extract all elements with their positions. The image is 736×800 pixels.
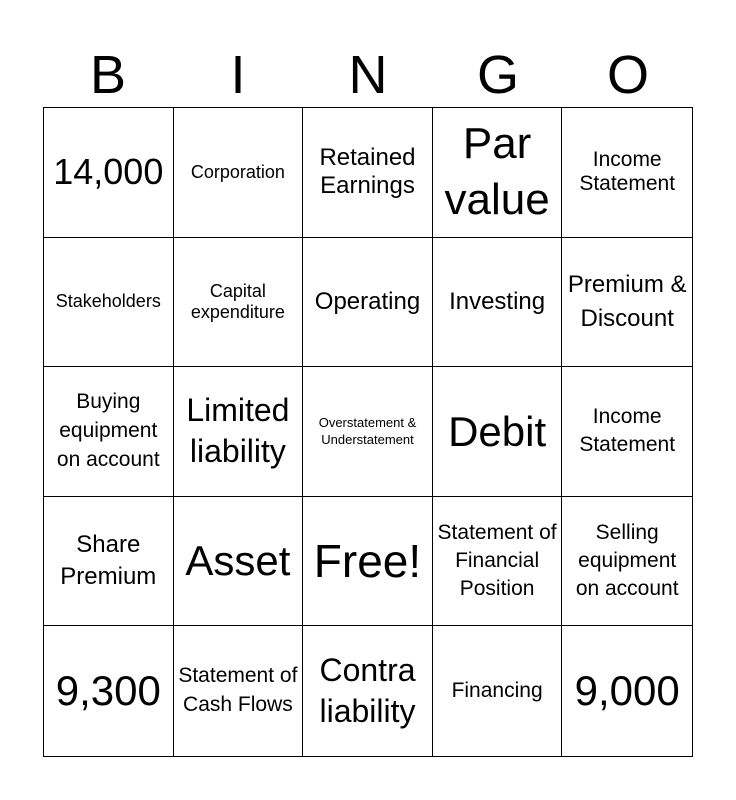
cell-text: Debit [448,407,547,455]
cell-text: Financing [451,678,543,702]
bingo-cell[interactable] [174,367,304,497]
cell-text: Statement of Financial Position [437,520,557,601]
bingo-board [43,107,693,757]
bingo-cell[interactable] [174,626,304,756]
header-letter-i: I [230,45,246,105]
cell-text: Corporation [190,161,285,182]
cell-text: Income Statement [579,404,676,457]
bingo-cell[interactable] [303,108,433,238]
bingo-cell[interactable] [433,238,563,368]
bingo-cell[interactable] [562,497,692,627]
bingo-cell[interactable] [562,367,692,497]
cell-text: Capital expenditure [190,280,285,322]
cell-text: Operating [314,287,421,315]
cell-text: Limited liability [186,391,290,470]
bingo-cell[interactable] [562,626,692,756]
bingo-cell[interactable] [44,626,174,756]
cell-text: 14,000 [53,151,164,193]
cell-text: 9,300 [55,667,161,715]
bingo-cell[interactable] [433,108,563,238]
header-letter-o: O [606,45,649,105]
cell-text: Share Premium [60,530,157,591]
bingo-cell[interactable] [174,238,304,368]
cell-text: Asset [185,537,291,585]
cell-text: Retained Earnings [319,143,416,200]
bingo-cell[interactable] [562,238,692,368]
cell-text: Selling equipment on account [575,520,679,601]
bingo-cell[interactable] [433,497,563,627]
bingo-cell[interactable] [303,497,433,627]
cell-text: Free! [313,534,422,587]
bingo-cell[interactable] [433,367,563,497]
bingo-cell[interactable] [44,108,174,238]
bingo-cell[interactable] [303,367,433,497]
bingo-cell[interactable] [562,108,692,238]
header-letter-b: B [89,45,127,105]
cell-text: Overstatement & Understatement [318,414,417,448]
bingo-cell[interactable] [44,497,174,627]
cell-text: Contra liability [319,651,416,730]
cell-text: Premium & Discount [567,271,687,332]
cell-text: Par value [444,118,550,225]
cell-text: Stakeholders [55,291,161,312]
bingo-cell[interactable] [44,367,174,497]
cell-text: 9,000 [574,667,680,715]
header-letter-n: N [348,45,388,105]
bingo-cell[interactable] [303,238,433,368]
bingo-cell[interactable] [44,238,174,368]
bingo-header [43,44,693,106]
header-letter-g: G [476,45,519,105]
bingo-cell[interactable] [174,497,304,627]
cell-text: Buying equipment on account [56,390,160,471]
bingo-cell[interactable] [433,626,563,756]
cell-text: Investing [449,287,546,315]
bingo-cell[interactable] [303,626,433,756]
bingo-cell[interactable] [174,108,304,238]
cell-text: Statement of Cash Flows [178,664,298,717]
cell-text: Income Statement [579,147,676,196]
